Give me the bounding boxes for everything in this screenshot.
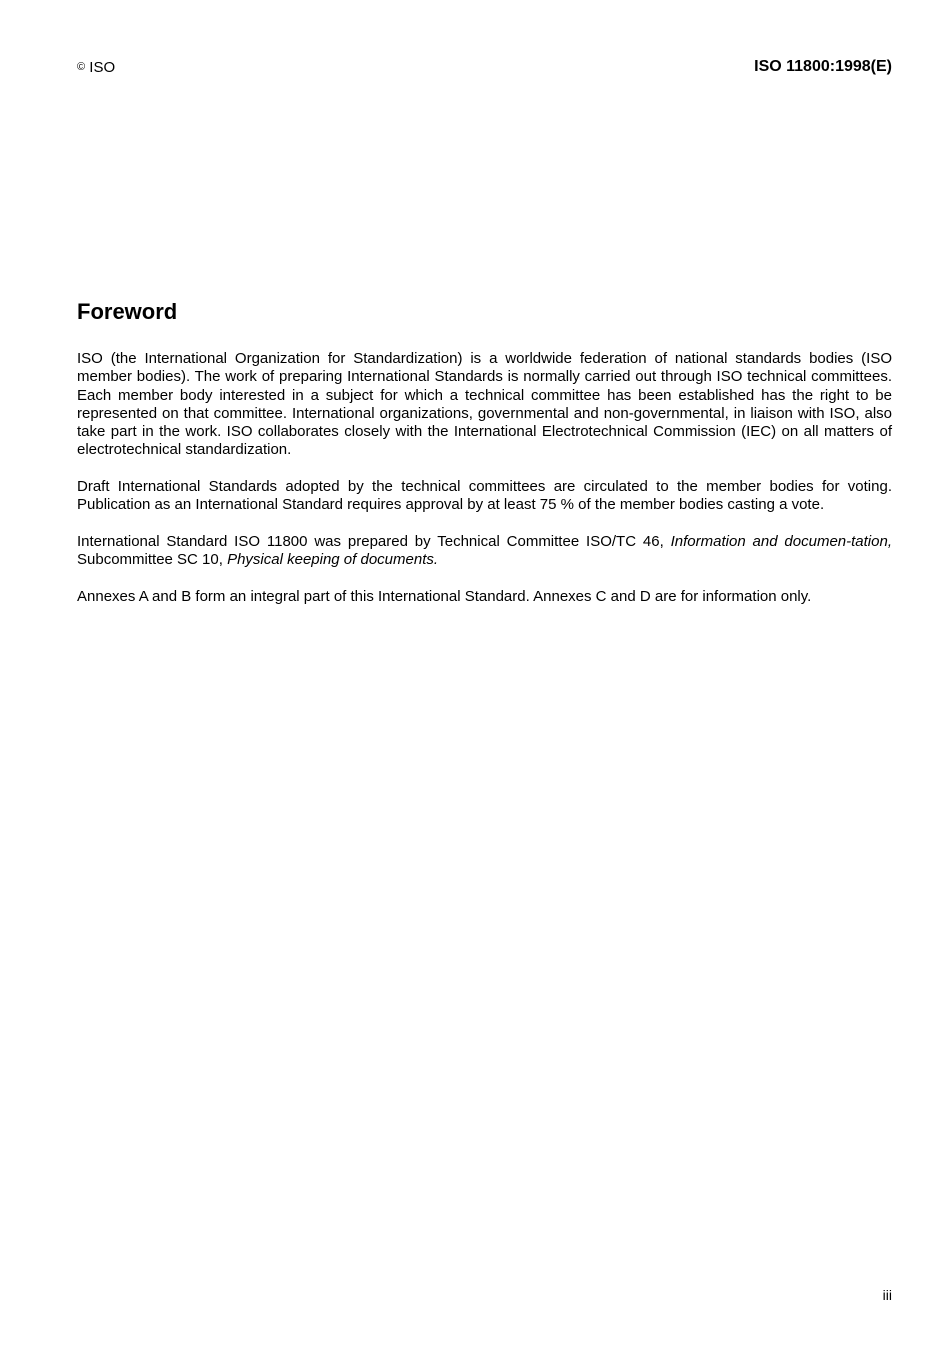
publisher-name: ISO xyxy=(89,59,116,76)
preparation-text-2: Subcommittee SC 10, xyxy=(77,551,228,569)
subcommittee-title: Physical keeping of documents. xyxy=(227,551,439,569)
paragraph-draft-standards: Draft International Standards adopted by the technical committees are circulated to the member bodies for voting. Publication as an International Standard requires approval by at least 75 % of the member bodies casting a vote. xyxy=(77,478,892,514)
header-copyright xyxy=(77,59,115,76)
paragraph-preparation xyxy=(77,533,892,570)
committee-title: Information and documen-tation, xyxy=(670,532,892,550)
document-identifier: ISO 11800:1998(E) xyxy=(754,58,892,75)
paragraph-annexes: Annexes A and B form an integral part of this International Standard. Annexes C and D are for information only. xyxy=(77,587,812,605)
foreword-body xyxy=(77,350,892,624)
page-title: Foreword xyxy=(77,299,178,324)
copyright-symbol: © xyxy=(77,61,86,73)
preparation-text-1: International Standard ISO 11800 was prepared by Technical Committee ISO/TC 46, xyxy=(77,532,671,550)
paragraph-iso-overview: ISO (the International Organization for Standardization) is a worldwide federation of national standards bodies (ISO member bodies). The work of preparing International Standards is normally carried out through ISO technical committees. Each member body interested in a subject for which a technical committee has been established has the right to be represented on that committee. International organizations, governmental and non-governmental, in liaison with ISO, also take part in the work. ISO collaborates closely with the International Electrotechnical Commission (IEC) on all matters of electrotechnical standardization. xyxy=(77,350,892,459)
page-number: iii xyxy=(882,1287,892,1303)
